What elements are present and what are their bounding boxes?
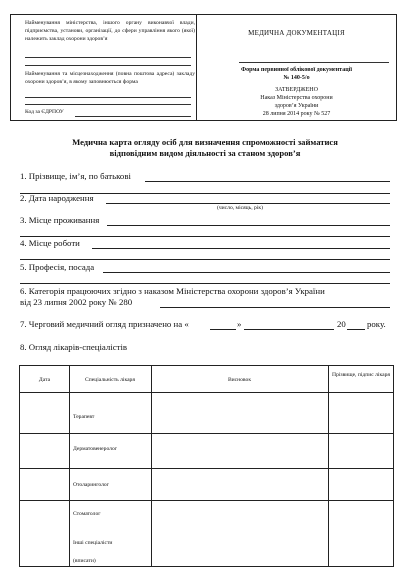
field-residence-label: 3. Місце проживання bbox=[20, 215, 100, 225]
birth-date-hint: (число, місяць, рік) bbox=[217, 205, 263, 211]
header-box bbox=[10, 14, 397, 121]
field-profession-label: 5. Професія, посада bbox=[20, 262, 95, 272]
field-specialists-label: 8. Огляд лікарів-спеціалістів bbox=[20, 342, 128, 352]
table-row-otolaryngologist: Отоларинголог bbox=[73, 482, 109, 488]
table-row-dentist: Стоматолог bbox=[73, 511, 101, 517]
med-doc-title: МЕДИЧНА ДОКУМЕНТАЦІЯ bbox=[248, 29, 345, 37]
form-name: Форма первинної облікової документації bbox=[240, 67, 352, 73]
header-right-cell bbox=[197, 15, 396, 120]
facility-name-label: Найменування та місцезнаходження (повна поштова адреса) закладу охорони здоров’я, в якому заповнюється форма bbox=[25, 71, 195, 86]
table-row-write-in: (вписати) bbox=[73, 558, 96, 564]
table-col-divider-2 bbox=[151, 366, 152, 566]
table-header-date: Дата bbox=[38, 377, 51, 383]
table-row-divider-1 bbox=[20, 392, 393, 393]
field-workplace-label: 4. Місце роботи bbox=[20, 238, 80, 248]
field-next-exam-label: 7. Черговий медичний огляд призначено на « bbox=[20, 319, 189, 329]
next-exam-month-line[interactable] bbox=[244, 329, 334, 330]
table-col-divider-1 bbox=[69, 366, 70, 566]
table-row-divider-4 bbox=[20, 500, 393, 501]
table-header-specialty: Спеціальність лікаря bbox=[85, 377, 135, 383]
workplace-line-1[interactable] bbox=[92, 248, 390, 249]
edrpou-line[interactable] bbox=[75, 116, 191, 117]
field-birth-date-label: 2. Дата народження bbox=[20, 193, 94, 203]
profession-line-2[interactable] bbox=[20, 283, 390, 284]
next-exam-year-prefix: 20 bbox=[337, 319, 346, 329]
title-line-1: Медична карта огляду осіб для визначення спроможності займатися bbox=[72, 137, 338, 147]
field-full-name-label: 1. Прізвище, ім’я, по батькові bbox=[20, 171, 131, 181]
specialists-table bbox=[19, 365, 394, 567]
residence-line-2[interactable] bbox=[20, 236, 390, 237]
table-row-divider-3 bbox=[20, 468, 393, 469]
table-row-therapist: Терапевт bbox=[73, 414, 95, 420]
form-number: № 140-5/о bbox=[283, 75, 310, 81]
category-line[interactable] bbox=[160, 307, 390, 308]
facility-name-line-1[interactable] bbox=[25, 97, 191, 98]
header-left-cell bbox=[11, 15, 197, 120]
approved-label: ЗАТВЕРДЖЕНО bbox=[275, 87, 318, 93]
next-exam-quote-close: » bbox=[237, 319, 242, 329]
table-row-divider-2 bbox=[20, 433, 393, 434]
birth-date-line[interactable] bbox=[106, 203, 390, 204]
next-exam-year-suffix: року. bbox=[367, 319, 386, 329]
table-row-other: Інші спеціалісти bbox=[73, 540, 113, 546]
table-col-divider-3 bbox=[328, 366, 329, 566]
order-line-1: Наказ Міністерства охорони bbox=[260, 95, 333, 101]
facility-name-line-2[interactable] bbox=[25, 104, 191, 105]
org-name-line-1[interactable] bbox=[25, 57, 191, 58]
table-header-doctor: Прізвище, підпис лікаря bbox=[332, 372, 390, 378]
order-line-2: здоров’я України bbox=[274, 103, 319, 109]
field-category-order: від 23 липня 2002 року № 280 bbox=[20, 297, 133, 307]
full-name-line-1[interactable] bbox=[145, 181, 390, 182]
next-exam-year-line[interactable] bbox=[347, 329, 365, 330]
next-exam-day-line[interactable] bbox=[210, 329, 236, 330]
edrpou-label: Код за ЄДРПОУ bbox=[25, 109, 64, 115]
form-title bbox=[10, 137, 400, 159]
table-row-dermatologist: Дерматовенеролог bbox=[73, 446, 118, 452]
residence-line-1[interactable] bbox=[107, 225, 390, 226]
order-line-3: 28 липня 2014 року № 527 bbox=[262, 111, 331, 117]
field-category-label: 6. Категорія працюючих згідно з наказом Міністерства охорони здоров’я України bbox=[20, 286, 325, 296]
profession-line-1[interactable] bbox=[103, 272, 390, 273]
table-header-conclusion: Висновок bbox=[227, 377, 252, 383]
title-line-2: відповідним видом діяльності за станом здоров’я bbox=[109, 148, 301, 158]
org-name-label: Найменування міністерства, іншого органу виконавчої влади, підприємства, установи, організації, до сфери управління якого (якої) належить заклад охорони здоров’я bbox=[25, 20, 195, 43]
header-right-divider bbox=[239, 62, 389, 63]
workplace-line-2[interactable] bbox=[20, 259, 390, 260]
org-name-line-2[interactable] bbox=[25, 65, 191, 66]
